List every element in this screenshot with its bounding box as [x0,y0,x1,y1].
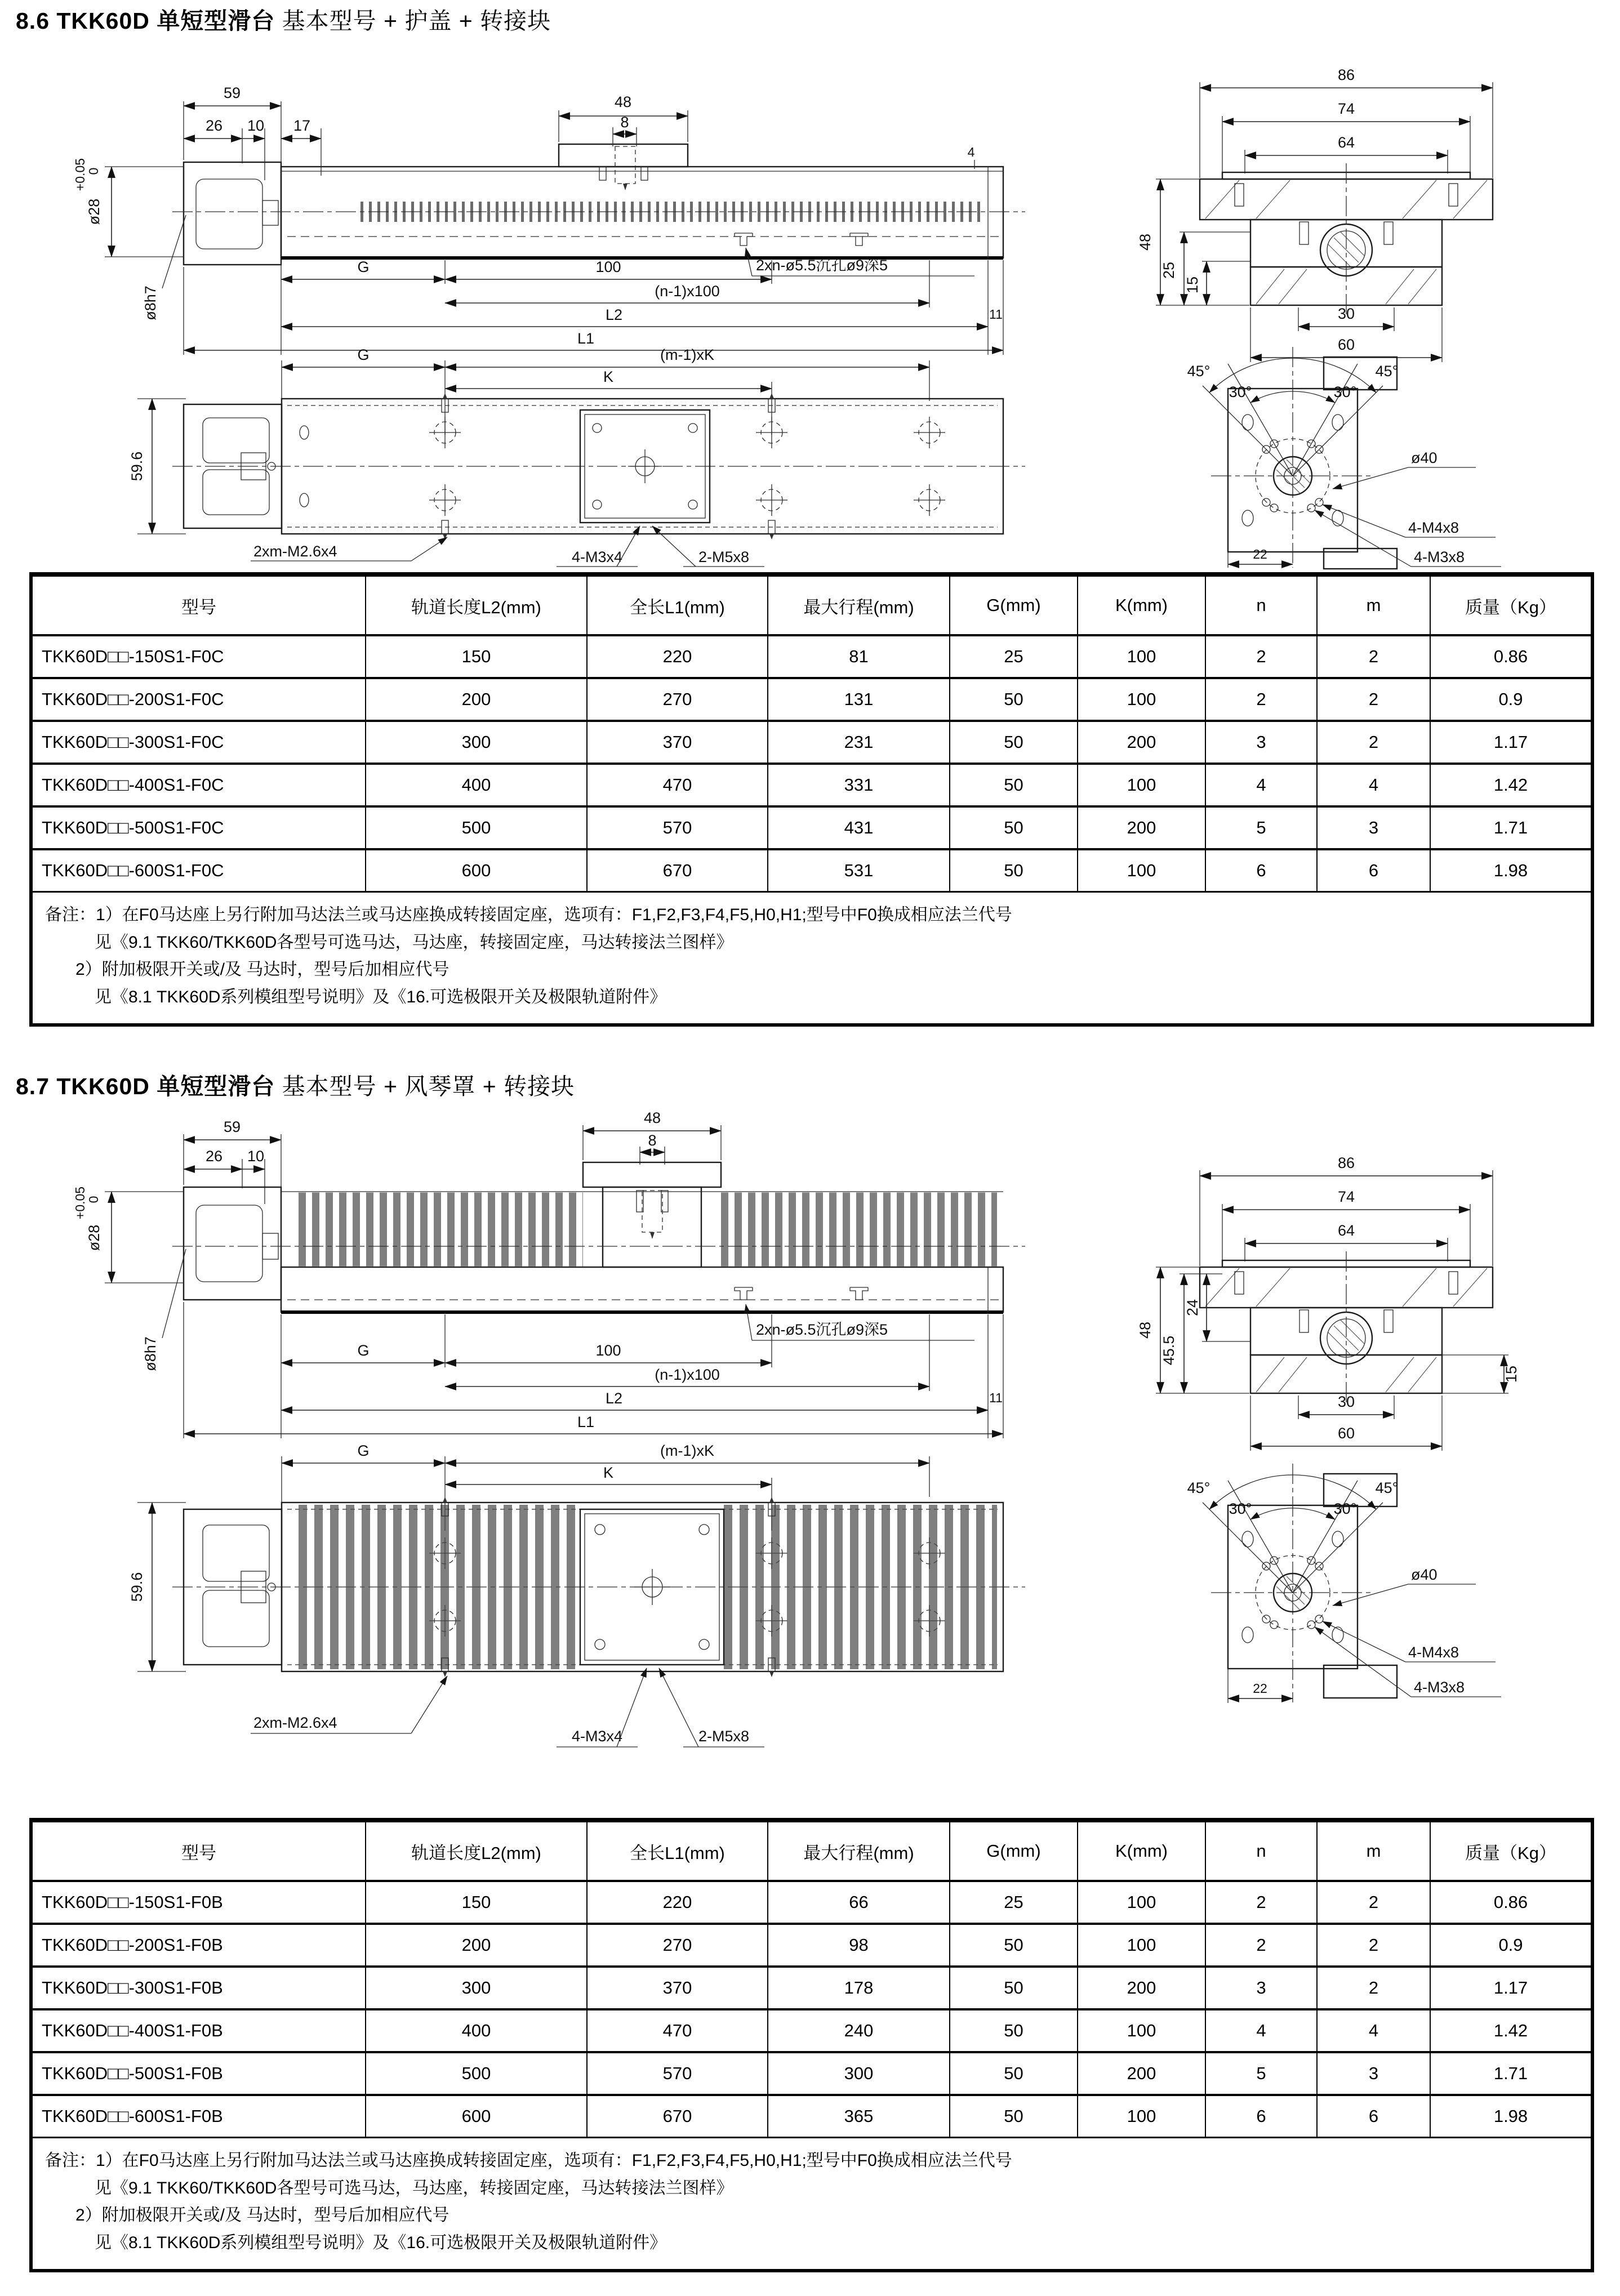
table-row [31,635,1592,678]
dim-label: 64 [1337,134,1355,151]
spec-table-8-7 [29,1818,1594,2272]
cell: 531 [768,849,950,892]
model-cell: TKK60D□□-400S1-F0B [31,2009,366,2052]
cell: 200 [1078,2052,1205,2095]
model-cell: TKK60D□□-600S1-F0B [31,2095,366,2138]
note-line: 见《9.1 TKK60/TKK60D各型号可选马达，马达座，转接固定座，马达转接法兰图样》 [95,933,733,952]
cell: 2 [1205,678,1317,721]
cell: 4 [1205,2009,1317,2052]
dim-label: (m-1)xK [660,1442,714,1459]
note-line: 2）附加极限开关或/及 马达时，型号后加相应代号 [75,2206,449,2225]
cell: 400 [366,2009,587,2052]
dim-label: +0.05 [73,158,87,191]
dim-label: ø8h7 [142,286,159,320]
cell: 600 [366,849,587,892]
cell: 2 [1317,1881,1430,1924]
dim-label: K [603,368,614,385]
end-view [1187,1464,1501,1703]
cell: 150 [366,1881,587,1924]
dim-label: 0 [86,1196,101,1203]
cell: 25 [950,1881,1078,1924]
dim-label: ø40 [1411,449,1437,466]
dim-label: 25 [1160,261,1177,279]
dim-label: 86 [1337,66,1355,83]
cell: 100 [1078,1881,1205,1924]
dim-label: 26 [205,1148,223,1165]
dim-label: 4-M4x8 [1408,1644,1459,1661]
dim-label: 22 [1253,547,1267,561]
table-row [31,1924,1592,1967]
cell: 6 [1317,2095,1430,2138]
plan-view-bellows [128,1442,1025,1747]
column-header: G(mm) [950,574,1078,635]
section-8-7-heading-bold: 8.7 TKK60D 单短型滑台 [16,1073,275,1099]
cell: 200 [366,678,587,721]
note-line: 2）附加极限开关或/及 马达时，型号后加相应代号 [75,960,449,979]
dim-label: 48 [614,93,632,110]
dim-label: 10 [247,117,265,134]
dim-label: 86 [1337,1154,1355,1171]
cell: 100 [1078,764,1205,806]
dim-label: 59 [223,84,241,101]
column-header: m [1317,1820,1430,1881]
dim-label: 4 [967,145,975,159]
dim-label: G [357,258,370,275]
dim-label: 45° [1187,1479,1210,1496]
cell: 365 [768,2095,950,2138]
cell: 270 [587,678,768,721]
column-header: 轨道长度L2(mm) [366,574,587,635]
dim-label: 59.6 [128,1572,145,1602]
model-cell: TKK60D□□-300S1-F0C [31,721,366,764]
column-header: 型号 [31,574,366,635]
cell: 370 [587,721,768,764]
dim-label: 30 [1337,1393,1355,1410]
cell: 1.71 [1430,806,1592,849]
dim-label: 59 [223,1118,241,1135]
cell: 400 [366,764,587,806]
model-cell: TKK60D□□-200S1-F0C [31,678,366,721]
cell: 240 [768,2009,950,2052]
table-row [31,1881,1592,1924]
dim-label: 74 [1337,100,1355,117]
cell: 431 [768,806,950,849]
cell: 81 [768,635,950,678]
dim-label: G [357,1342,370,1359]
dim-label: 4-M3x4 [571,549,623,565]
plan-view [128,346,1025,567]
cell: 4 [1205,764,1317,806]
cell: 2 [1205,635,1317,678]
cell: 50 [950,764,1078,806]
dim-label: 100 [595,258,621,275]
cell: 5 [1205,2052,1317,2095]
dim-label: 100 [595,1342,621,1359]
column-header: 最大行程(mm) [768,574,950,635]
cell: 200 [366,1924,587,1967]
note-line: 见《8.1 TKK60D系列模组型号说明》及《16.可选极限开关及极限轨道附件》 [95,2233,667,2252]
column-header: K(mm) [1078,574,1205,635]
cell: 66 [768,1881,950,1924]
column-header: m [1317,574,1430,635]
cell: 50 [950,721,1078,764]
cell: 50 [950,1967,1078,2009]
column-header: 质量（Kg） [1430,1820,1592,1881]
dim-label: 4-M3x4 [571,1728,623,1745]
notes-row [31,892,1592,1026]
spec-table-8-6 [29,572,1594,1027]
cell: 300 [366,721,587,764]
model-cell: TKK60D□□-300S1-F0B [31,1967,366,2009]
cell: 100 [1078,678,1205,721]
model-cell: TKK60D□□-200S1-F0B [31,1924,366,1967]
dim-label: 30° [1333,1500,1357,1517]
dim-label: 2xn-ø5.5沉孔ø9深5 [756,1321,888,1338]
dim-label: 60 [1337,1425,1355,1442]
dim-label: 8 [620,114,629,131]
dim-label: L2 [605,1390,623,1407]
dim-label: 48 [1137,1321,1154,1339]
cell: 0.86 [1430,1881,1592,1924]
model-cell: TKK60D□□-500S1-F0B [31,2052,366,2095]
notes-cell [31,2138,1592,2271]
cell: 150 [366,635,587,678]
dim-label: L2 [605,306,623,323]
cell: 100 [1078,635,1205,678]
cell: 50 [950,849,1078,892]
cell: 2 [1317,1924,1430,1967]
dim-label: ø40 [1411,1566,1437,1583]
table-row [31,2095,1592,2138]
side-view [73,84,1025,355]
cell: 270 [587,1924,768,1967]
dim-label: 45° [1375,1479,1399,1496]
cell: 4 [1317,2009,1430,2052]
dim-label: 48 [643,1109,661,1126]
dim-label: 11 [989,307,1003,322]
cell: 500 [366,2052,587,2095]
cell: 3 [1317,806,1430,849]
note-line: 见《8.1 TKK60D系列模组型号说明》及《16.可选极限开关及极限轨道附件》 [95,987,667,1006]
cell: 331 [768,764,950,806]
dim-label: 30° [1229,1500,1252,1517]
table-row [31,721,1592,764]
cell: 1.17 [1430,721,1592,764]
cell: 1.98 [1430,2095,1592,2138]
column-header: 全长L1(mm) [587,574,768,635]
cell: 220 [587,1881,768,1924]
cell: 6 [1205,2095,1317,2138]
cell: 0.9 [1430,678,1592,721]
cell: 98 [768,1924,950,1967]
dim-label: (n-1)x100 [655,283,720,300]
cell: 200 [1078,806,1205,849]
technical-drawing-8-7 [17,1108,1603,1813]
cell: 200 [1078,721,1205,764]
note-line: 见《9.1 TKK60/TKK60D各型号可选马达，马达座，转接固定座，马达转接法兰图样》 [95,2178,733,2197]
dim-label: 45.5 [1160,1335,1177,1366]
column-header: G(mm) [950,1820,1078,1881]
dim-label: 15 [1503,1365,1520,1383]
dim-label: 64 [1337,1222,1355,1239]
cross-section-view [1137,66,1493,362]
column-header: 最大行程(mm) [768,1820,950,1881]
dim-label: ø8h7 [142,1336,159,1371]
dim-label: 45° [1187,363,1210,380]
cell: 470 [587,2009,768,2052]
dim-label: 45° [1375,363,1399,380]
cell: 2 [1317,1967,1430,2009]
end-view [1187,347,1501,569]
cell: 1.17 [1430,1967,1592,2009]
cell: 5 [1205,806,1317,849]
dim-label: 0 [86,167,101,175]
cell: 220 [587,635,768,678]
header-row [31,574,1592,635]
dim-label: 4-M3x8 [1414,549,1465,565]
technical-drawing-8-6 [17,34,1603,570]
dim-label: 15 [1184,276,1201,294]
section-8-7-heading-rest: 基本型号 + 风琴罩 + 转接块 [282,1073,575,1099]
section-8-7-heading [16,1068,575,1101]
dim-label: L1 [577,330,595,347]
dim-label: 10 [247,1148,265,1165]
cell: 1.98 [1430,849,1592,892]
table-row [31,678,1592,721]
cell: 3 [1205,1967,1317,2009]
cell: 3 [1317,2052,1430,2095]
cell: 3 [1205,721,1317,764]
cell: 131 [768,678,950,721]
table-row [31,2009,1592,2052]
cell: 670 [587,2095,768,2138]
cell: 1.42 [1430,764,1592,806]
cell: 100 [1078,2095,1205,2138]
cell: 300 [768,2052,950,2095]
dim-label: 30° [1333,384,1357,400]
cell: 6 [1205,849,1317,892]
dim-label: ø28 [86,1224,103,1251]
dim-label: 59.6 [128,451,145,482]
dim-label: 17 [293,117,311,134]
cell: 25 [950,635,1078,678]
cell: 570 [587,806,768,849]
cell: 2 [1317,678,1430,721]
cell: 100 [1078,2009,1205,2052]
column-header: 全长L1(mm) [587,1820,768,1881]
cell: 470 [587,764,768,806]
dim-label: 2xm-M2.6x4 [253,1714,337,1731]
cell: 2 [1317,721,1430,764]
model-cell: TKK60D□□-400S1-F0C [31,764,366,806]
model-cell: TKK60D□□-500S1-F0C [31,806,366,849]
cell: 50 [950,2009,1078,2052]
dim-label: 30 [1337,305,1355,322]
section-8-6-heading-rest: 基本型号 + 护盖 + 转接块 [282,8,551,34]
column-header: 质量（Kg） [1430,574,1592,635]
cell: 1.71 [1430,2052,1592,2095]
cell: 6 [1317,849,1430,892]
side-view-bellows [73,1109,1025,1438]
cell: 50 [950,1924,1078,1967]
dim-label: G [357,346,370,363]
section-8-6-heading [16,2,551,35]
dim-label: L1 [577,1414,595,1430]
note-line: 备注：1）在F0马达座上另行附加马达法兰或马达座换成转接固定座，选项有：F1,F2,F3,F4,F5,H0,H1;型号中F0换成相应法兰代号 [45,2151,1012,2170]
column-header: n [1205,574,1317,635]
dim-label: 2xm-M2.6x4 [253,543,337,560]
cell: 231 [768,721,950,764]
notes-cell [31,892,1592,1026]
dim-label: (m-1)xK [660,346,714,363]
section-8-6-heading-bold: 8.6 TKK60D 单短型滑台 [16,8,275,34]
cell: 50 [950,2052,1078,2095]
cell: 50 [950,678,1078,721]
dim-label: 2-M5x8 [698,549,750,565]
table-row [31,2052,1592,2095]
header-row [31,1820,1592,1881]
cell: 300 [366,1967,587,2009]
cell: 2 [1205,1924,1317,1967]
cell: 178 [768,1967,950,2009]
dim-label: (n-1)x100 [655,1366,720,1383]
note-line: 备注：1）在F0马达座上另行附加马达法兰或马达座换成转接固定座，选项有：F1,F2,F3,F4,F5,H0,H1;型号中F0换成相应法兰代号 [45,906,1012,924]
table-row [31,806,1592,849]
cell: 1.42 [1430,2009,1592,2052]
dim-label: 60 [1337,336,1355,353]
cross-section-view [1137,1154,1520,1451]
table-row [31,764,1592,806]
cell: 50 [950,2095,1078,2138]
dim-label: 22 [1253,1681,1267,1696]
cell: 100 [1078,1924,1205,1967]
dim-label: G [357,1442,370,1459]
cell: 100 [1078,849,1205,892]
dim-label: 4-M4x8 [1408,519,1459,536]
dim-label: 4-M3x8 [1414,1679,1465,1696]
notes-row [31,2138,1592,2271]
model-cell: TKK60D□□-150S1-F0C [31,635,366,678]
column-header: 轨道长度L2(mm) [366,1820,587,1881]
dim-label: ø28 [86,198,103,225]
column-header: 型号 [31,1820,366,1881]
cell: 50 [950,806,1078,849]
dim-label: 8 [648,1132,657,1149]
dim-label: 26 [205,117,223,134]
column-header: K(mm) [1078,1820,1205,1881]
cell: 2 [1205,1881,1317,1924]
table-row [31,1967,1592,2009]
cell: 0.9 [1430,1924,1592,1967]
dim-label: 2-M5x8 [698,1728,750,1745]
cell: 0.86 [1430,635,1592,678]
cell: 200 [1078,1967,1205,2009]
cell: 600 [366,2095,587,2138]
dim-label: +0.05 [73,1186,87,1220]
dim-label: 24 [1184,1299,1201,1317]
dim-label: 2xn-ø5.5沉孔ø9深5 [756,257,888,274]
cell: 2 [1317,635,1430,678]
dim-label: K [603,1464,614,1481]
model-cell: TKK60D□□-600S1-F0C [31,849,366,892]
column-header: n [1205,1820,1317,1881]
cell: 670 [587,849,768,892]
cell: 370 [587,1967,768,2009]
dim-label: 48 [1137,233,1154,251]
dim-label: 30° [1229,384,1252,400]
cell: 570 [587,2052,768,2095]
dim-label: 74 [1337,1188,1355,1205]
model-cell: TKK60D□□-150S1-F0B [31,1881,366,1924]
dim-label: 11 [989,1390,1003,1405]
table-row [31,849,1592,892]
cell: 4 [1317,764,1430,806]
cell: 500 [366,806,587,849]
